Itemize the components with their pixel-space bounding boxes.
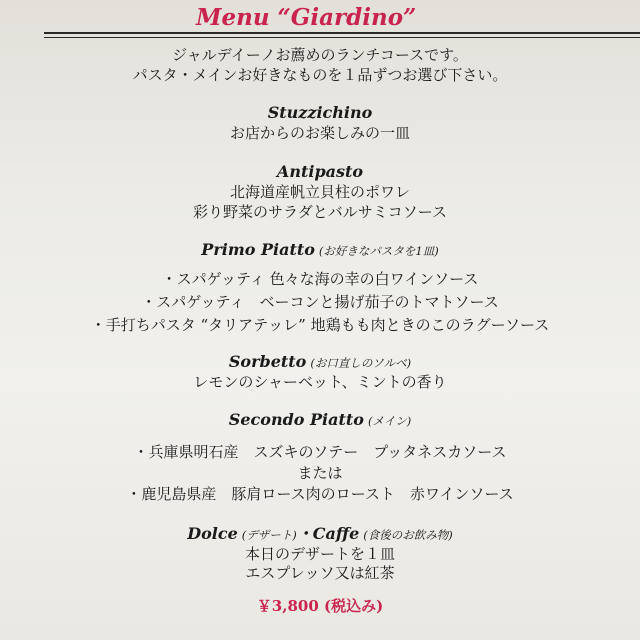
sorbetto-title: Sorbetto [228,352,307,371]
primo-title: Primo Piatto [201,240,315,259]
primo-note: (お好きなパスタを1皿) [318,244,439,258]
secondo-item-1: ・兵庫県明石産 スズキのソテー プッタネスカソース [133,443,507,461]
heading-primo [0,240,640,261]
heading-sorbetto [0,352,640,373]
heading-antipasto: Antipasto [276,162,364,181]
sorbetto-item-1: レモンのシャーベット、ミントの香り [193,373,447,391]
antipasto-item-2: 彩り野菜のサラダとバルサミコソース [192,203,448,221]
antipasto-item-1: 北海道産帆立貝柱のポワレ [229,183,410,201]
heading-secondo [0,410,640,431]
title-rule-top [44,32,640,34]
secondo-title: Secondo Piatto [228,410,364,429]
caffe-note: (食後のお飲み物) [363,528,453,542]
heading-dolce [0,524,640,545]
stuzzichino-item-1: お店からのお楽しみの一皿 [229,124,410,142]
heading-stuzzichino: Stuzzichino [267,103,373,122]
title-rule-bottom [44,37,640,38]
secondo-item-2: ・鹿児島県産 豚肩ロース肉のロースト 赤ワインソース [126,485,514,503]
primo-item-1: ・スパゲッティ 色々な海の幸の白ワインソース [161,270,479,288]
price: ￥3,800 (税込み) [256,597,384,615]
sorbetto-note: (お口直しのソルベ) [310,356,412,370]
intro-line-2: パスタ・メインお好きなものを１品ずつお選び下さい。 [132,66,508,84]
caffe-title: Caffe [312,524,360,543]
menu-title: Menu “Giardino” [196,4,417,31]
dolce-separator: ・ [296,524,313,543]
dolce-title: Dolce [187,524,238,543]
dolce-item-1: 本日のデザートを１皿 [244,545,395,563]
dolce-item-2: エスプレッソ又は紅茶 [245,564,395,582]
primo-item-2: ・スパゲッティ ベーコンと揚げ茄子のトマトソース [141,293,499,311]
secondo-note: (メイン) [367,414,412,428]
secondo-or: または [297,464,343,482]
intro-line-1: ジャルデイーノお薦めのランチコースです。 [172,46,468,64]
dolce-note: (デザート) [241,528,297,542]
primo-item-3: ・手打ちパスタ “タリアテッレ” 地鶏もも肉ときのこのラグーソース [90,316,550,334]
